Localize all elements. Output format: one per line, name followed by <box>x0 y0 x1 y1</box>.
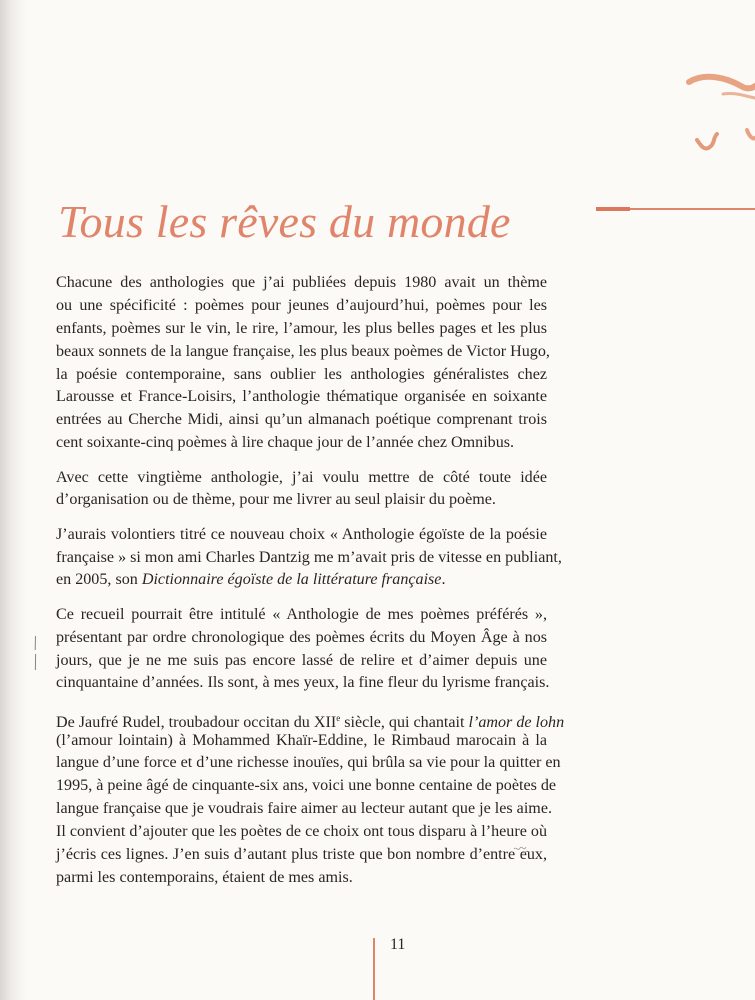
text-line: Larousse et France-Loisirs, l’anthologie thématique organisée en soixante <box>56 388 547 406</box>
text-line: entrées au Cherche Midi, ainsi qu’un almanach poétique comprenant trois <box>56 411 547 429</box>
text-line: d’organisation ou de thème, pour me livrer au seul plaisir du poème. <box>56 491 496 509</box>
text-run: . <box>441 571 446 589</box>
text-line: jours, que je ne me suis pas encore lassé de relire et d’aimer depuis une <box>56 651 547 669</box>
text-line: ou une spécificité : poèmes pour jeunes d’aujourd’hui, poèmes pour les <box>56 296 547 314</box>
text-line: Il convient d’ajouter que les poètes de ce choix ont tous disparu à l’heure où <box>56 823 547 841</box>
page-number: 11 <box>390 936 406 953</box>
title-rule-ornament <box>596 207 755 211</box>
text-line: présentant par ordre chronologique des poèmes écrits du Moyen Âge à nos <box>56 628 547 646</box>
book-spine-shadow <box>0 0 26 1000</box>
century-numeral: XII <box>313 713 337 731</box>
text-line: j’écris ces lignes. J’en suis d’autant plus triste que bon nombre d’entre eux, <box>56 846 547 864</box>
text-line: la poésie contemporaine, sans oublier les anthologies généralistes chez <box>56 365 547 383</box>
book-title-italic: Dictionnaire égoïste de la littérature française <box>141 571 442 589</box>
text-line: J’aurais volontiers titré ce nouveau choix « Anthologie égoïste de la poésie <box>56 525 547 543</box>
text-line: 1995, à peine âgé de cinquante-six ans, voici une bonne centaine de poètes de <box>56 777 557 795</box>
text-line: Chacune des anthologies que j’ai publiées depuis 1980 avait un thème <box>56 274 547 291</box>
text-line <box>56 707 565 731</box>
text-run: De Jaufré Rudel, troubadour occitan du <box>56 713 314 731</box>
paragraph-5 <box>56 707 565 890</box>
margin-pencil-mark <box>34 636 37 670</box>
text-line: enfants, poèmes sur le vin, le rire, l’amour, les plus belles pages et les plus <box>56 319 547 337</box>
paragraph-4 <box>56 604 550 696</box>
text-line: cinquantaine d’années. Ils sont, à mes yeux, la fine fleur du lyrisme français. <box>56 674 550 692</box>
pencil-scribble <box>512 843 530 857</box>
text-line: Ce recueil pourrait être intitulé « Anthologie de mes poèmes préférés », <box>56 605 547 623</box>
text-line: langue d’une force et d’une richesse inouïes, qui brûla sa vie pour la quitter en <box>56 754 561 772</box>
body-text <box>56 272 565 901</box>
text-line: française » si mon ami Charles Dantzig me m’avait pris de vitesse en publiant, <box>56 548 562 566</box>
text-run: siècle, qui chantait <box>340 713 469 731</box>
text-line: langue française que je voudrais faire aimer au lecteur autant que je les aime. <box>56 800 552 818</box>
paragraph-2 <box>56 467 547 513</box>
text-line: cent soixante-cinq poèmes à lire chaque jour de l’année chez Omnibus. <box>56 434 515 452</box>
quote-italic: l’amor de lohn <box>468 713 565 731</box>
paragraph-3 <box>56 524 562 593</box>
text-line: (l’amour lointain) à Mohammed Khaïr-Eddine, le Rimbaud marocain à la <box>56 731 547 749</box>
text-line: beaux sonnets de la langue française, les plus beaux poèmes de Victor Hugo, <box>56 342 550 360</box>
text-line: parmi les contemporains, étaient de mes amis. <box>56 868 353 886</box>
century-superscript: e <box>336 712 341 723</box>
text-run: en 2005, son <box>56 571 142 589</box>
paragraph-1 <box>56 272 550 455</box>
decorative-brush-ornament <box>683 68 755 168</box>
footer-rule <box>373 938 375 1000</box>
text-line: Avec cette vingtième anthologie, j’ai voulu mettre de côté toute idée <box>56 468 547 486</box>
page-title: Tous les rêves du monde <box>58 196 511 247</box>
text-line <box>56 569 547 592</box>
